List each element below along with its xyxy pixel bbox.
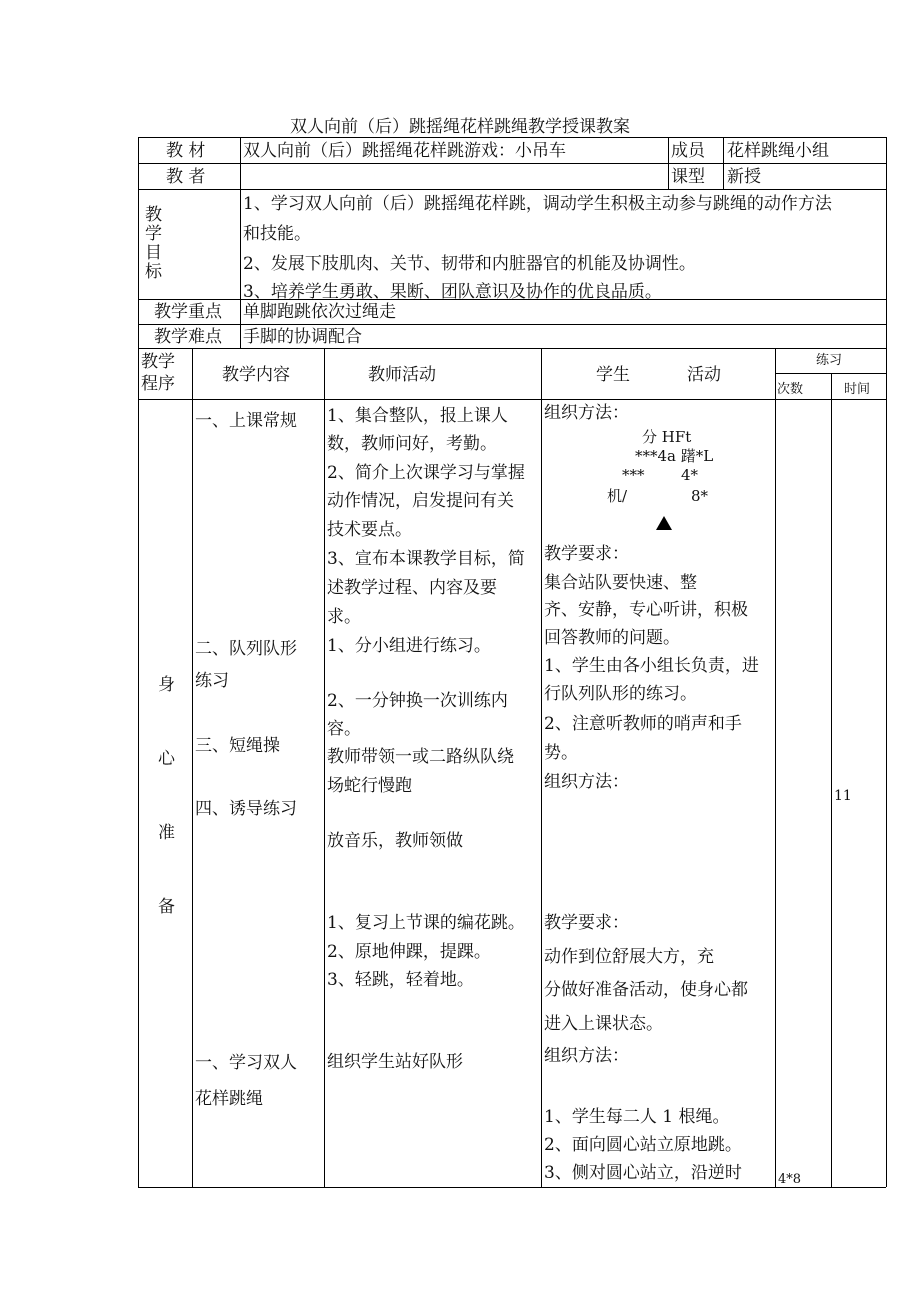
student-org-3: 组织方法：: [544, 1046, 629, 1066]
student-line: 2、注意听教师的哨声和手: [544, 714, 742, 734]
content-item-2a: 二、队列队形: [195, 639, 297, 659]
material-label: 教 材: [166, 141, 206, 161]
section-char-2: 心: [158, 749, 175, 769]
teacher-line: 3、轻跳，轻着地。: [327, 970, 474, 990]
header-practice: 练习: [816, 353, 843, 368]
practice-time-value: 11: [834, 788, 852, 804]
student-line: 势。: [544, 743, 578, 763]
content-item-2b: 练习: [195, 671, 229, 691]
header-count: 次数: [777, 382, 804, 397]
teacher-line: 求。: [327, 607, 361, 627]
content-item-5a: 一、学习双人: [195, 1053, 297, 1073]
student-line: 进入上课状态。: [544, 1014, 663, 1034]
student-line: 行队列队形的练习。: [544, 684, 697, 704]
teacher-line: 技术要点。: [327, 520, 412, 540]
teacher-line: 1、复习上节课的编花跳。: [327, 913, 525, 933]
type-label: 课型: [671, 167, 705, 187]
objective-line-1: 1、学习双人向前（后）跳摇绳花样跳，调动学生积极主动参与跳绳的动作方法: [243, 194, 832, 214]
objectives-label-3: 目: [145, 243, 162, 263]
teacher-position-triangle-icon: [656, 516, 672, 530]
teacher-line: 2、简介上次课学习与掌握: [327, 463, 525, 483]
practice-count-value: 4*8: [778, 1172, 802, 1187]
header-procedure-2: 程序: [141, 374, 175, 394]
key-point-value: 单脚跑跳依次过绳走: [243, 302, 396, 322]
content-item-1: 一、上课常规: [195, 411, 297, 431]
section-char-3: 准: [158, 823, 175, 843]
material-value: 双人向前（后）跳摇绳花样跳游戏：小吊车: [243, 141, 566, 161]
section-char-1: 身: [158, 675, 175, 695]
formation-diagram-text: 机/: [607, 487, 628, 505]
key-point-label: 教学重点: [154, 302, 222, 322]
student-step: 1、学生每二人 1 根绳。: [544, 1107, 730, 1127]
student-req-1: 教学要求：: [544, 544, 629, 564]
objectives-label-4: 标: [145, 262, 162, 282]
member-label: 成员: [671, 141, 705, 161]
teacher-music: 放音乐，教师领做: [327, 831, 463, 851]
header-procedure-1: 教学: [141, 352, 175, 372]
student-org-1: 组织方法：: [544, 403, 629, 423]
teacher-line: 2、一分钟换一次训练内: [327, 691, 508, 711]
formation-diagram-text: 8*: [691, 487, 709, 505]
student-org-2: 组织方法：: [544, 772, 629, 792]
formation-diagram-text: 4*: [681, 466, 699, 484]
header-time: 时间: [844, 382, 871, 397]
objective-line-3: 2、发展下肢肌肉、关节、韧带和内脏器官的机能及协调性。: [243, 254, 696, 274]
student-line: 1、学生由各小组长负责，进: [544, 656, 759, 676]
student-line: 动作到位舒展大方，充: [544, 947, 714, 967]
teacher-line: 述教学过程、内容及要: [327, 578, 497, 598]
member-value: 花样跳绳小组: [727, 141, 829, 161]
student-line: 分做好准备活动，使身心都: [544, 980, 748, 1000]
objectives-label-1: 教: [145, 205, 162, 225]
content-item-3: 三、短绳操: [195, 736, 280, 756]
header-student-b: 活动: [687, 365, 721, 385]
objective-line-4: 3、培养学生勇敢、果断、团队意识及协作的优良品质。: [243, 282, 662, 302]
header-student-a: 学生: [596, 365, 630, 385]
teacher-line: 数，教师问好，考勤。: [327, 434, 497, 454]
student-line: 回答教师的问题。: [544, 628, 680, 648]
student-step: 3、侧对圆心站立，沿逆时: [544, 1163, 742, 1183]
student-req-2: 教学要求：: [544, 913, 629, 933]
formation-diagram-text: ***4a 躇*L: [635, 447, 714, 465]
teacher-organize: 组织学生站好队形: [327, 1052, 463, 1072]
formation-diagram-text: ***: [622, 466, 645, 484]
content-item-4: 四、诱导练习: [195, 799, 297, 819]
teacher-line: 动作情况，启发提问有关: [327, 491, 514, 511]
objectives-label-2: 学: [145, 224, 162, 244]
student-line: 齐、安静，专心听讲，积极: [544, 600, 748, 620]
header-teacher: 教师活动: [368, 365, 436, 385]
difficulty-value: 手脚的协调配合: [243, 327, 362, 347]
teacher-line: 1、集合整队，报上课人: [327, 406, 508, 426]
section-char-4: 备: [158, 897, 175, 917]
page-title: 双人向前（后）跳摇绳花样跳绳教学授课教案: [290, 117, 630, 137]
header-content: 教学内容: [222, 365, 290, 385]
teacher-line: 2、原地伸踝，提踝。: [327, 942, 491, 962]
teacher-line: 教师带领一或二路纵队绕: [327, 747, 514, 767]
teacher-label: 教 者: [166, 167, 206, 187]
content-item-5b: 花样跳绳: [195, 1089, 263, 1109]
formation-diagram-text: 分 HFt: [642, 428, 692, 446]
type-value: 新授: [727, 167, 761, 187]
student-step: 2、面向圆心站立原地跳。: [544, 1135, 742, 1155]
teacher-line: 3、宣布本课教学目标，简: [327, 549, 525, 569]
student-line: 集合站队要快速、整: [544, 573, 697, 593]
teacher-line: 1、分小组进行练习。: [327, 636, 491, 656]
teacher-line: 场蛇行慢跑: [327, 776, 412, 796]
objective-line-2: 和技能。: [243, 224, 311, 244]
difficulty-label: 教学难点: [154, 327, 222, 347]
teacher-line: 容。: [327, 719, 361, 739]
